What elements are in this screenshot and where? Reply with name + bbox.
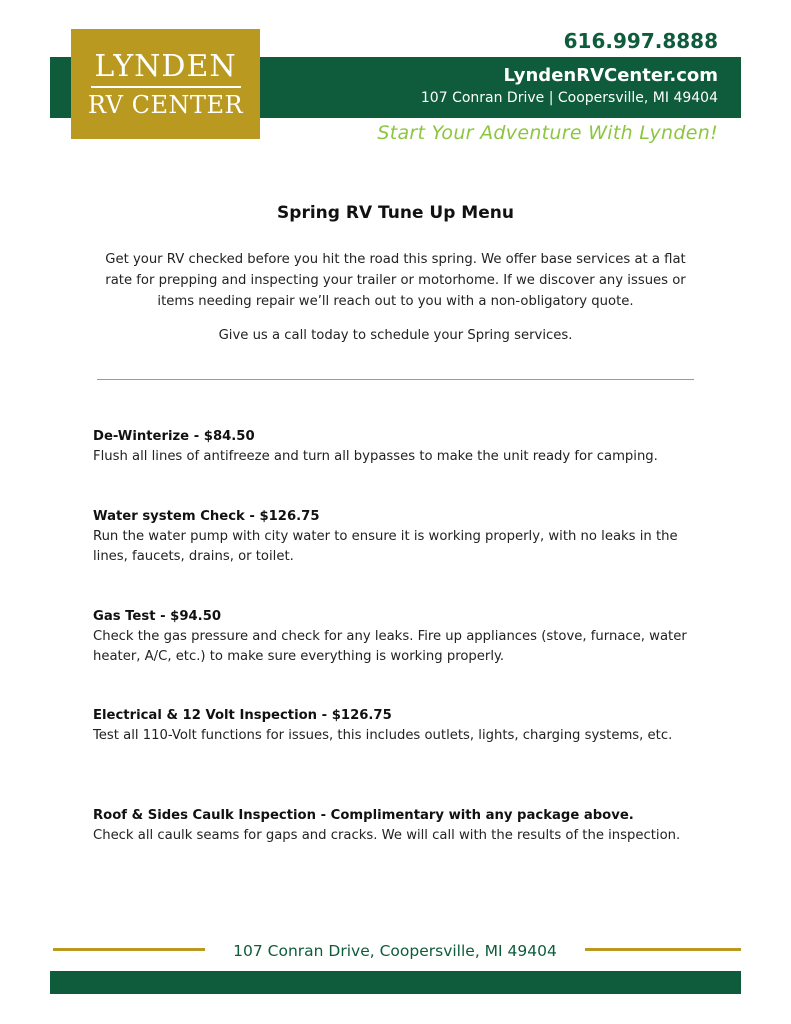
service-item-water-system (93, 507, 703, 567)
website-link[interactable]: LyndenRVCenter.com (503, 65, 718, 86)
service-name: De-Winterize - $84.50 (93, 429, 255, 444)
tagline: Start Your Adventure With Lynden! (377, 122, 718, 144)
footer-rule-left (53, 948, 205, 951)
service-description: Test all 110-Volt functions for issues, this includes outlets, lights, charging systems, etc. (93, 728, 673, 743)
service-description: Flush all lines of antifreeze and turn all bypasses to make the unit ready for camping. (93, 449, 658, 464)
service-item-gas-test (93, 607, 703, 667)
service-item-electrical (93, 706, 703, 746)
section-divider (97, 379, 694, 380)
logo-line-1: LYNDEN (94, 48, 237, 84)
service-item-dewinterize (93, 427, 703, 467)
footer-band (50, 971, 741, 994)
logo-divider (91, 86, 241, 88)
header-address: 107 Conran Drive | Coopersville, MI 49404 (420, 90, 718, 106)
page-title: Spring RV Tune Up Menu (277, 203, 514, 223)
service-description: Run the water pump with city water to ensure it is working properly, with no leaks in the lines, faucets, drains, or toilet. (93, 529, 678, 564)
service-name: Roof & Sides Caulk Inspection - Complimentary with any package above. (93, 808, 634, 823)
service-item-caulk (93, 806, 703, 846)
service-description: Check all caulk seams for gaps and cracks. We will call with the results of the inspection. (93, 828, 681, 843)
logo-line-2: RV CENTER (87, 90, 244, 119)
intro-paragraph: Get your RV checked before you hit the road this spring. We offer base services at a flat rate for prepping and inspecting your trailer or motorhome. If we discover any issues or items needing repair we’ll reach out to you with a non-obligatory quote. (105, 252, 686, 309)
service-description: Check the gas pressure and check for any leaks. Fire up appliances (stove, furnace, water heater, A/C, etc.) to make sure everything is working properly. (93, 629, 687, 664)
service-name: Water system Check - $126.75 (93, 509, 320, 524)
footer-address: 107 Conran Drive, Coopersville, MI 49404 (233, 942, 557, 960)
service-name: Electrical & 12 Volt Inspection - $126.75 (93, 708, 392, 723)
logo (71, 29, 260, 139)
service-name: Gas Test - $94.50 (93, 609, 222, 624)
footer-rule-right (585, 948, 741, 951)
phone-number[interactable]: 616.997.8888 (563, 29, 718, 53)
call-to-action: Give us a call today to schedule your Spring services. (218, 328, 573, 343)
